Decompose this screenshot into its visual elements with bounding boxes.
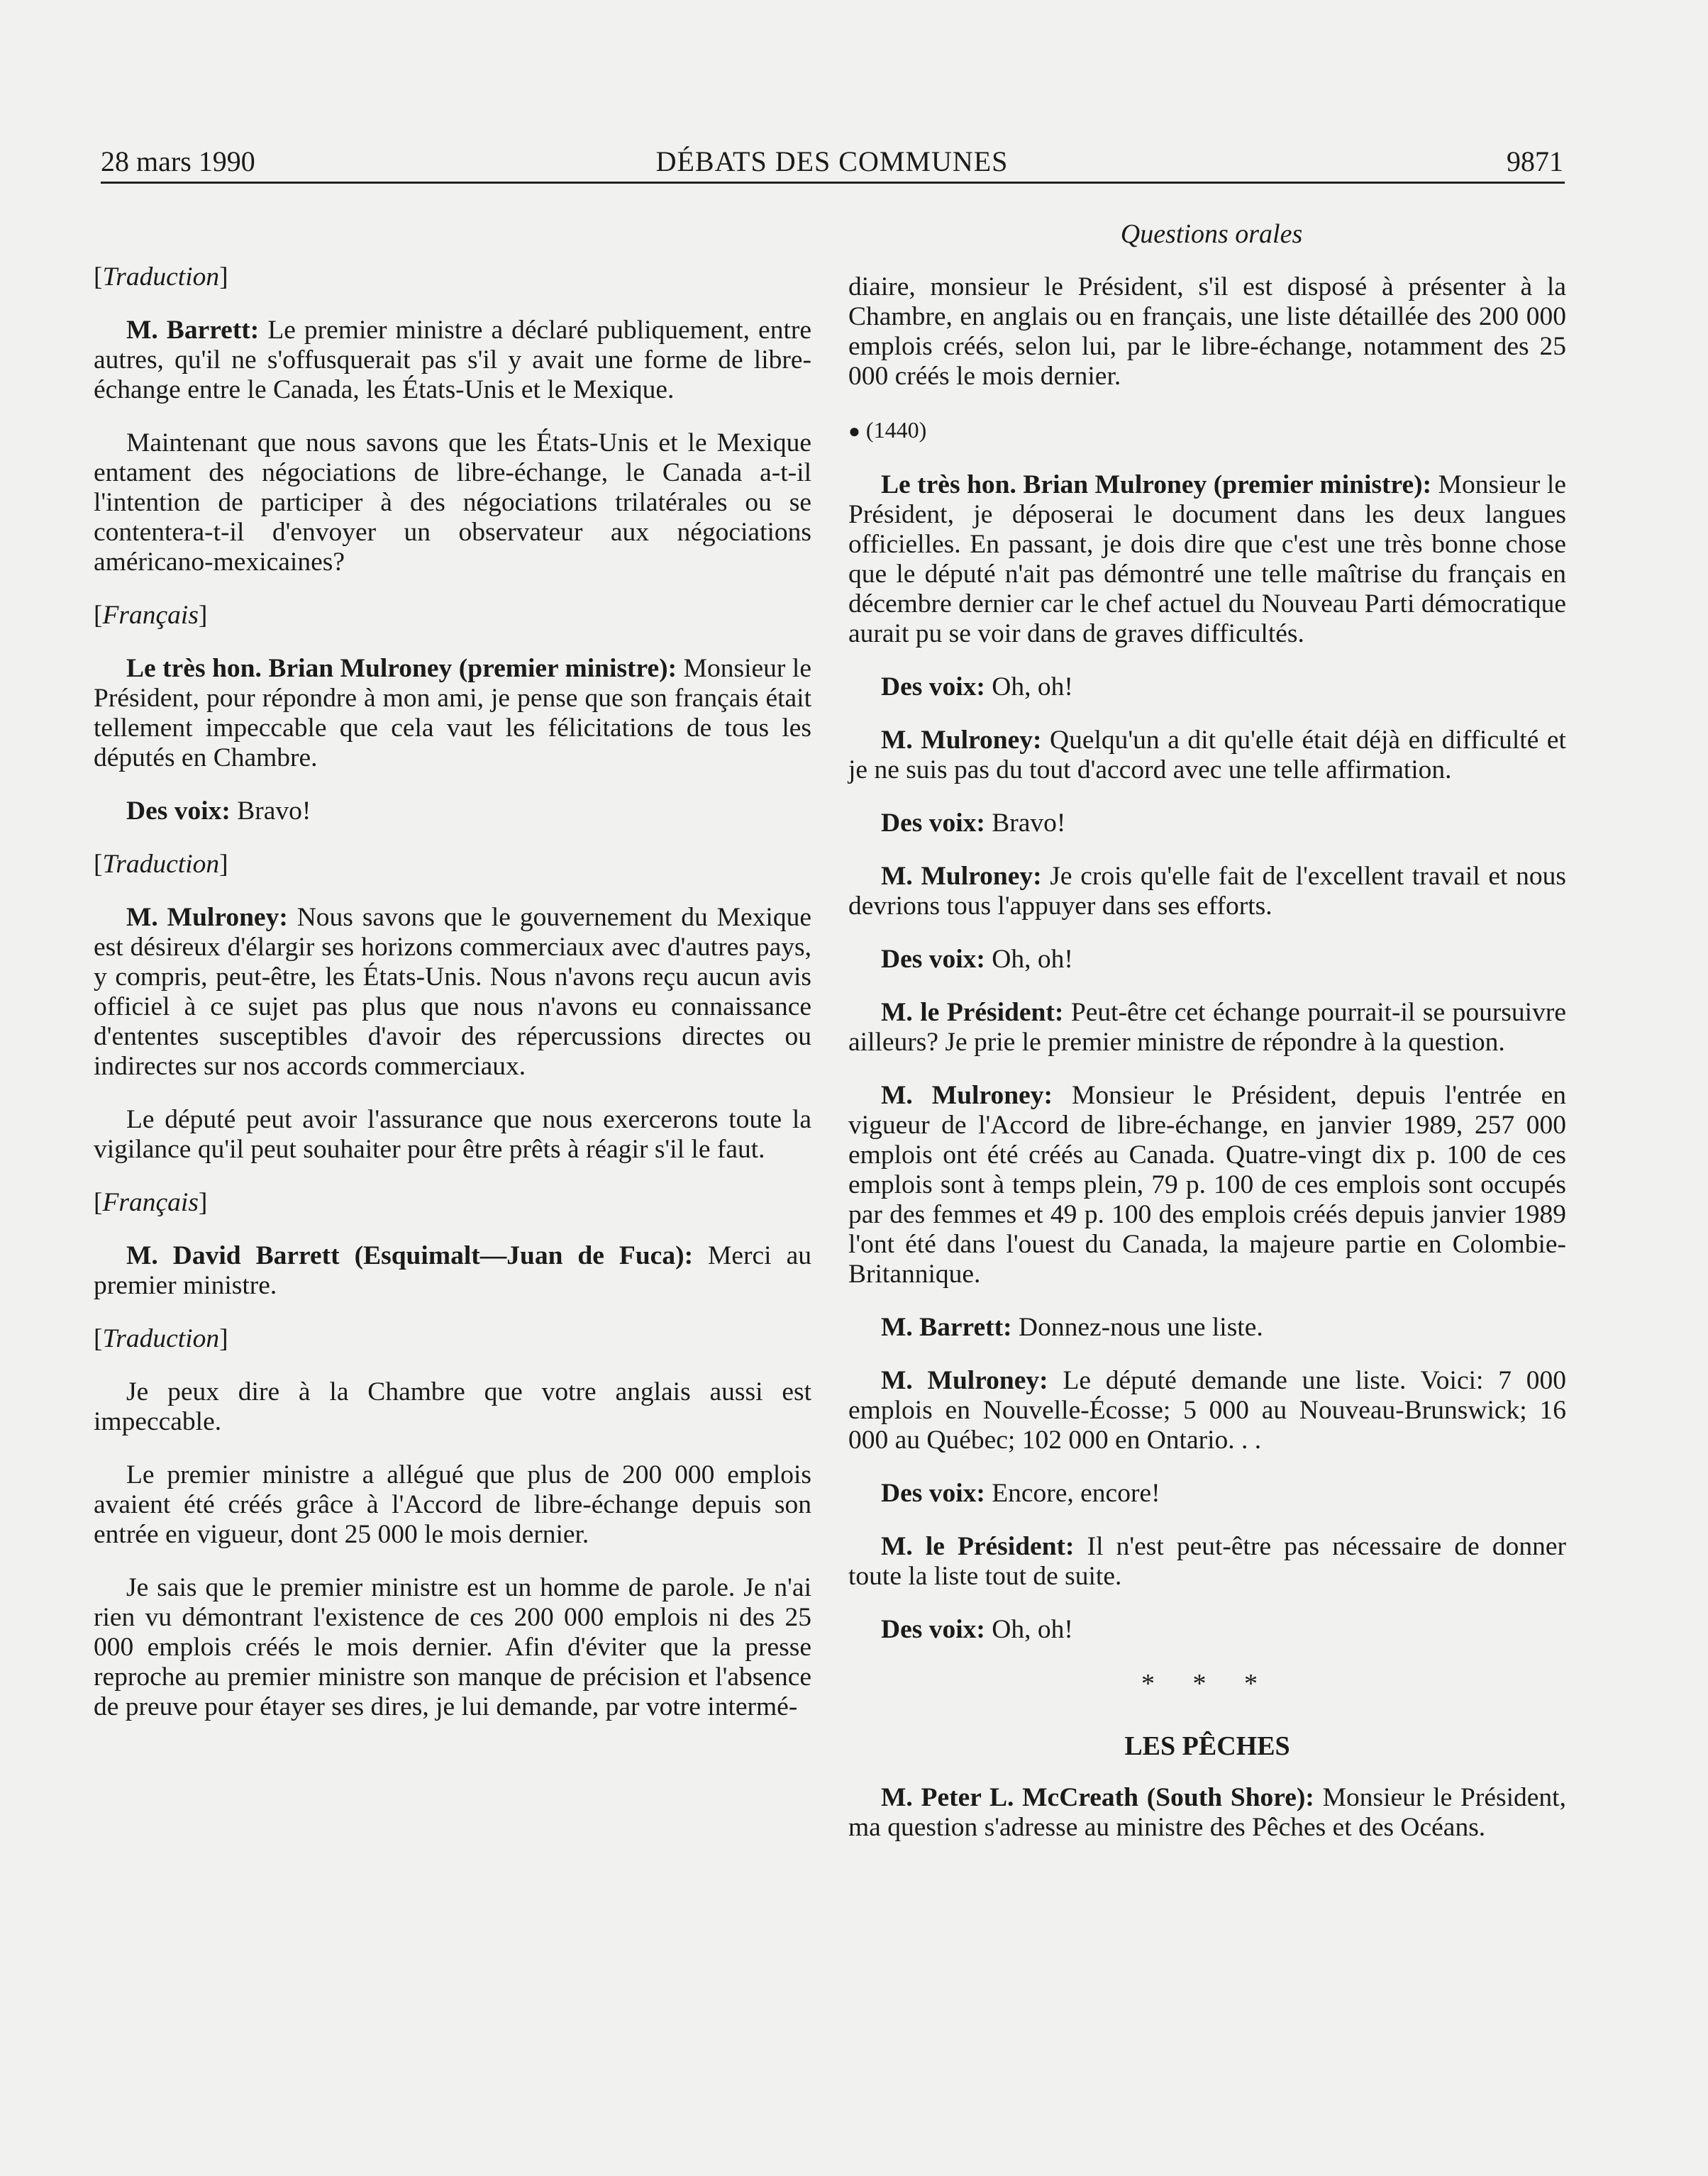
speech-paragraph: M. Mulroney: Monsieur le Président, depuis l'entrée en vigueur de l'Accord de libre-échange, en janvier 1989, 257 000 emplois ont été créés au Canada. Quatre-vingt dix p. 100 de ces emplois sont à temps plein, 79 p. 100 de ces emplois sont occupés par des femmes et 49 p. 100 des emplois créés depuis janvier 1989 l'ont été dans l'ouest du Canada, la majeure partie en Colombie-Britannique. [848,1081,1566,1289]
speech-paragraph: Des voix: Encore, encore! [881,1479,1160,1508]
speaker-name: M. le Président: [881,998,1064,1027]
speaker-name: M. David Barrett (Esquimalt—Juan de Fuca): [126,1241,694,1270]
speech-paragraph: M. Peter L. McCreath (South Shore): Monsieur le Président, ma question s'adresse au ministre des Pêches et des Océans. [848,1783,1566,1842]
page-header [101,142,1563,182]
speaker-name: Des voix: [881,672,985,701]
speech-paragraph: Je sais que le premier ministre est un homme de parole. Je n'ai rien vu démontrant l'existence de ces 200 000 emplois ni des 25 000 emplois créés le mois dernier. Afin d'éviter que la presse reproche au premier ministre son manque de précision et l'absence de preuve pour étayer ses dires, je lui demande, par votre intermé- [94,1573,811,1721]
speaker-name: M. Mulroney: [126,903,288,932]
speech-paragraph: M. Mulroney: Je crois qu'elle fait de l'excellent travail et nous devrions tous l'appuyer dans ses efforts. [848,862,1566,921]
speaker-name: M. Mulroney: [881,1366,1048,1395]
header-title: DÉBATS DES COMMUNES [655,145,1009,177]
speech-paragraph: M. Barrett: Le premier ministre a déclaré publiquement, entre autres, qu'il ne s'offusquerait pas s'il y avait une forme de libre-échange entre le Canada, les États-Unis et le Mexique. [94,316,811,404]
speech-paragraph: Des voix: Oh, oh! [881,672,1073,701]
speaker-name: Des voix: [126,796,231,826]
language-note: [Français] [94,601,208,630]
speaker-name: Des voix: [881,945,985,974]
speaker-name: M. Barrett: [126,316,260,345]
section-title: LES PÊCHES [1124,1731,1290,1761]
speech-paragraph: Des voix: Oh, oh! [881,1615,1073,1644]
right-column [848,272,1566,1866]
speech-paragraph: Je peux dire à la Chambre que votre anglais aussi est impeccable. [94,1377,811,1436]
speech-paragraph: Le premier ministre a allégué que plus de 200 000 emplois avaient été créés grâce à l'Accord de libre-échange depuis son entrée en vigueur, dont 25 000 le mois dernier. [94,1460,811,1549]
timestamp: ● (1440) [848,417,927,443]
speech-paragraph: M. Mulroney: Le député demande une liste. Voici: 7 000 emplois en Nouvelle-Écosse; 5 000 au Nouveau-Brunswick; 16 000 au Québec; 102 000 en Ontario. . . [848,1366,1566,1455]
bullet-icon: ● [848,421,860,443]
header-date: 28 mars 1990 [101,145,255,177]
speech-paragraph: M. le Président: Il n'est peut-être pas nécessaire de donner toute la liste tout de suite. [848,1532,1566,1591]
column-heading: Questions orales [1120,219,1303,249]
speech-paragraph: Le député peut avoir l'assurance que nous exercerons toute la vigilance qu'il peut souhaiter pour être prêts à réagir s'il le faut. [94,1105,811,1164]
speaker-name: Le très hon. Brian Mulroney (premier ministre): [881,470,1432,499]
language-note: [Traduction] [94,850,228,879]
page-number: 9871 [1507,145,1563,177]
speaker-name: M. Barrett: [881,1313,1012,1342]
speech-paragraph: Des voix: Bravo! [881,809,1066,838]
speaker-name: Des voix: [881,1479,985,1508]
section-separator: * * * [1141,1669,1273,1699]
speech-paragraph: M. Mulroney: Quelqu'un a dit qu'elle était déjà en difficulté et je ne suis pas du tout d'accord avec une telle affirmation. [848,726,1566,784]
speech-paragraph: M. Barrett: Donnez-nous une liste. [881,1313,1263,1342]
header-rule [101,182,1565,184]
language-note: [Traduction] [94,1324,228,1353]
language-note: [Traduction] [94,262,228,292]
speech-paragraph: M. le Président: Peut-être cet échange pourrait-il se poursuivre ailleurs? Je prie le premier ministre de répondre à la question. [848,998,1566,1057]
speech-paragraph: Des voix: Bravo! [126,796,311,826]
language-note: [Français] [94,1188,208,1217]
speaker-name: M. Peter L. McCreath (South Shore): [881,1783,1314,1812]
speech-paragraph: Le très hon. Brian Mulroney (premier ministre): Monsieur le Président, pour répondre à mon ami, je pense que son français était tellement impeccable que cela vaut les félicitations de tous les députés en Chambre. [94,654,811,772]
speaker-name: M. Mulroney: [881,1081,1053,1110]
speech-paragraph: M. Mulroney: Nous savons que le gouvernement du Mexique est désireux d'élargir ses horizons commerciaux avec d'autres pays, y compris, peut-être, les États-Unis. Nous n'avons reçu aucun avis officiel à ce sujet pas plus que nous n'avons eu connaissance d'ententes susceptibles d'avoir des répercussions directes ou indirectes sur nos accords commerciaux. [94,903,811,1081]
speech-paragraph: diaire, monsieur le Président, s'il est disposé à présenter à la Chambre, en anglais ou en français, une liste détaillée des 200 000 emplois créés, selon lui, par le libre-échange, notamment des 25 000 créés le mois dernier. [848,272,1566,391]
speech-paragraph: M. David Barrett (Esquimalt—Juan de Fuca): Merci au premier ministre. [94,1241,811,1300]
speaker-name: Des voix: [881,809,985,838]
speaker-name: M. Mulroney: [881,862,1042,891]
left-column [94,262,811,1745]
speaker-name: Des voix: [881,1615,985,1644]
speaker-name: M. le Président: [881,1532,1075,1561]
speech-paragraph: Des voix: Oh, oh! [881,945,1073,974]
speech-paragraph: Maintenant que nous savons que les États-Unis et le Mexique entament des négociations de libre-échange, le Canada a-t-il l'intention de participer à des négociations trilatérales ou se contentera-t-il d'envoyer un observateur aux négociations américano-mexicaines? [94,428,811,577]
speech-paragraph: Le très hon. Brian Mulroney (premier ministre): Monsieur le Président, je déposerai le document dans les deux langues officielles. En passant, je dois dire que c'est une très bonne chose que le député n'ait pas démontré une telle maîtrise du français en décembre dernier car le chef actuel du Nouveau Parti démocratique aurait pu se voir dans de graves difficultés. [848,470,1566,648]
speaker-name: M. Mulroney: [881,726,1042,755]
speaker-name: Le très hon. Brian Mulroney (premier ministre): [126,654,677,683]
